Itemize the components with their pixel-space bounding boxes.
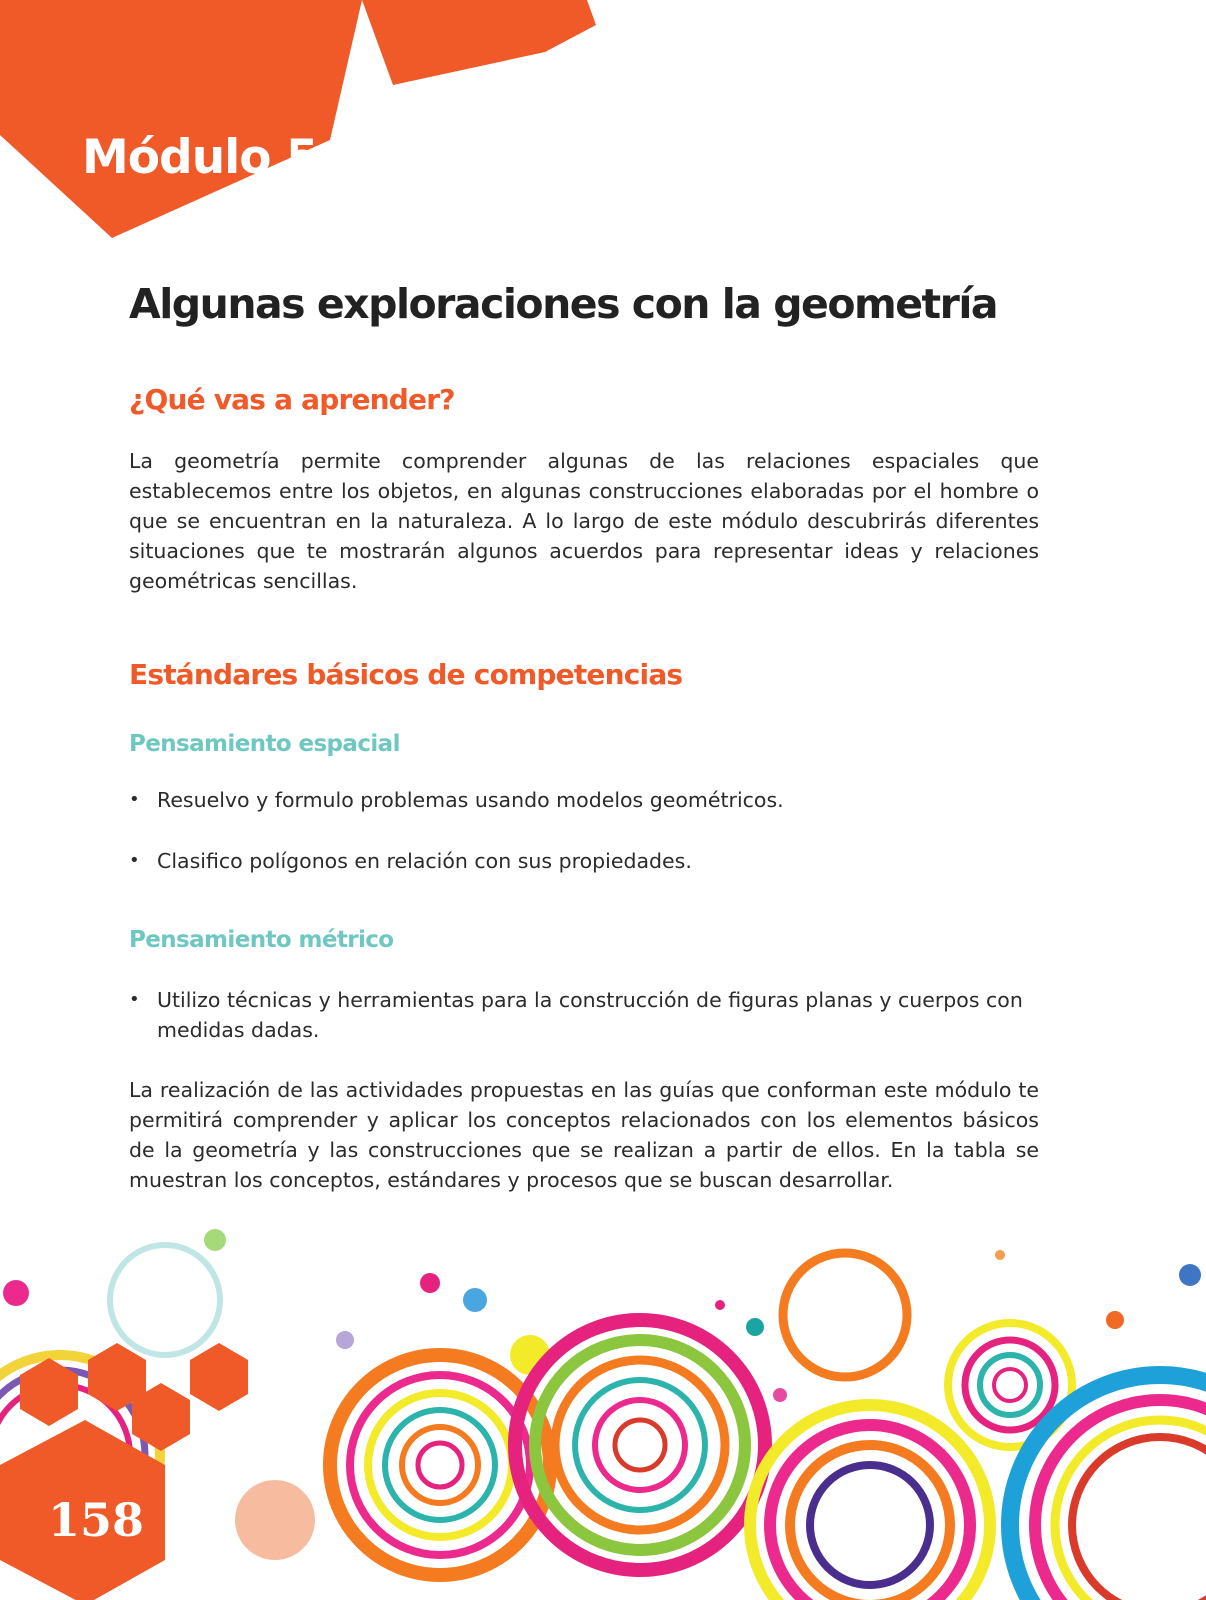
list-item: • Utilizo técnicas y herramientas para la construcción de figuras planas y cuerpos con medidas dadas.: [129, 985, 1039, 1045]
hexagon: [190, 1343, 248, 1411]
header-hexagon-right: [362, 0, 596, 85]
list-item: • Clasifico polígonos en relación con sus propiedades.: [129, 846, 1039, 876]
page-title: Algunas exploraciones con la geometría: [129, 280, 998, 328]
footer-decoration: [0, 1215, 1206, 1600]
header-decoration: [0, 0, 620, 250]
metric-heading: Pensamiento métrico: [129, 927, 394, 953]
header-hexagon-left: [0, 0, 362, 238]
learn-paragraph: La geometría permite comprender algunas de las relaciones espaciales que establecemos entre los objetos, en algunas construcciones elaboradas por el hombre o que se encuentran en la naturaleza. A lo largo de este módulo descubrirás diferentes situaciones que te mostrarán algunos acuerdos para representar ideas y relaciones geométricas sencillas.: [129, 449, 1039, 593]
spatial-list: [129, 785, 1039, 876]
module-label: Módulo 5: [82, 130, 318, 185]
learn-heading: ¿Qué vas a aprender?: [129, 383, 455, 416]
list-item: • Resuelvo y formulo problemas usando modelos geométricos.: [129, 785, 1039, 815]
standards-heading: Estándares básicos de competencias: [129, 658, 683, 691]
closing-paragraph: La realización de las actividades propuestas en las guías que conforman este módulo te permitirá comprender y aplicar los conceptos relacionados con los elementos básicos de la geometría y las construcciones que se realizan a partir de ellos. En la tabla se muestran los conceptos, estándares y procesos que se buscan desarrollar.: [129, 1078, 1039, 1192]
spatial-heading: Pensamiento espacial: [129, 731, 400, 757]
page-number: 158: [48, 1493, 145, 1547]
metric-list: [129, 985, 1039, 1045]
